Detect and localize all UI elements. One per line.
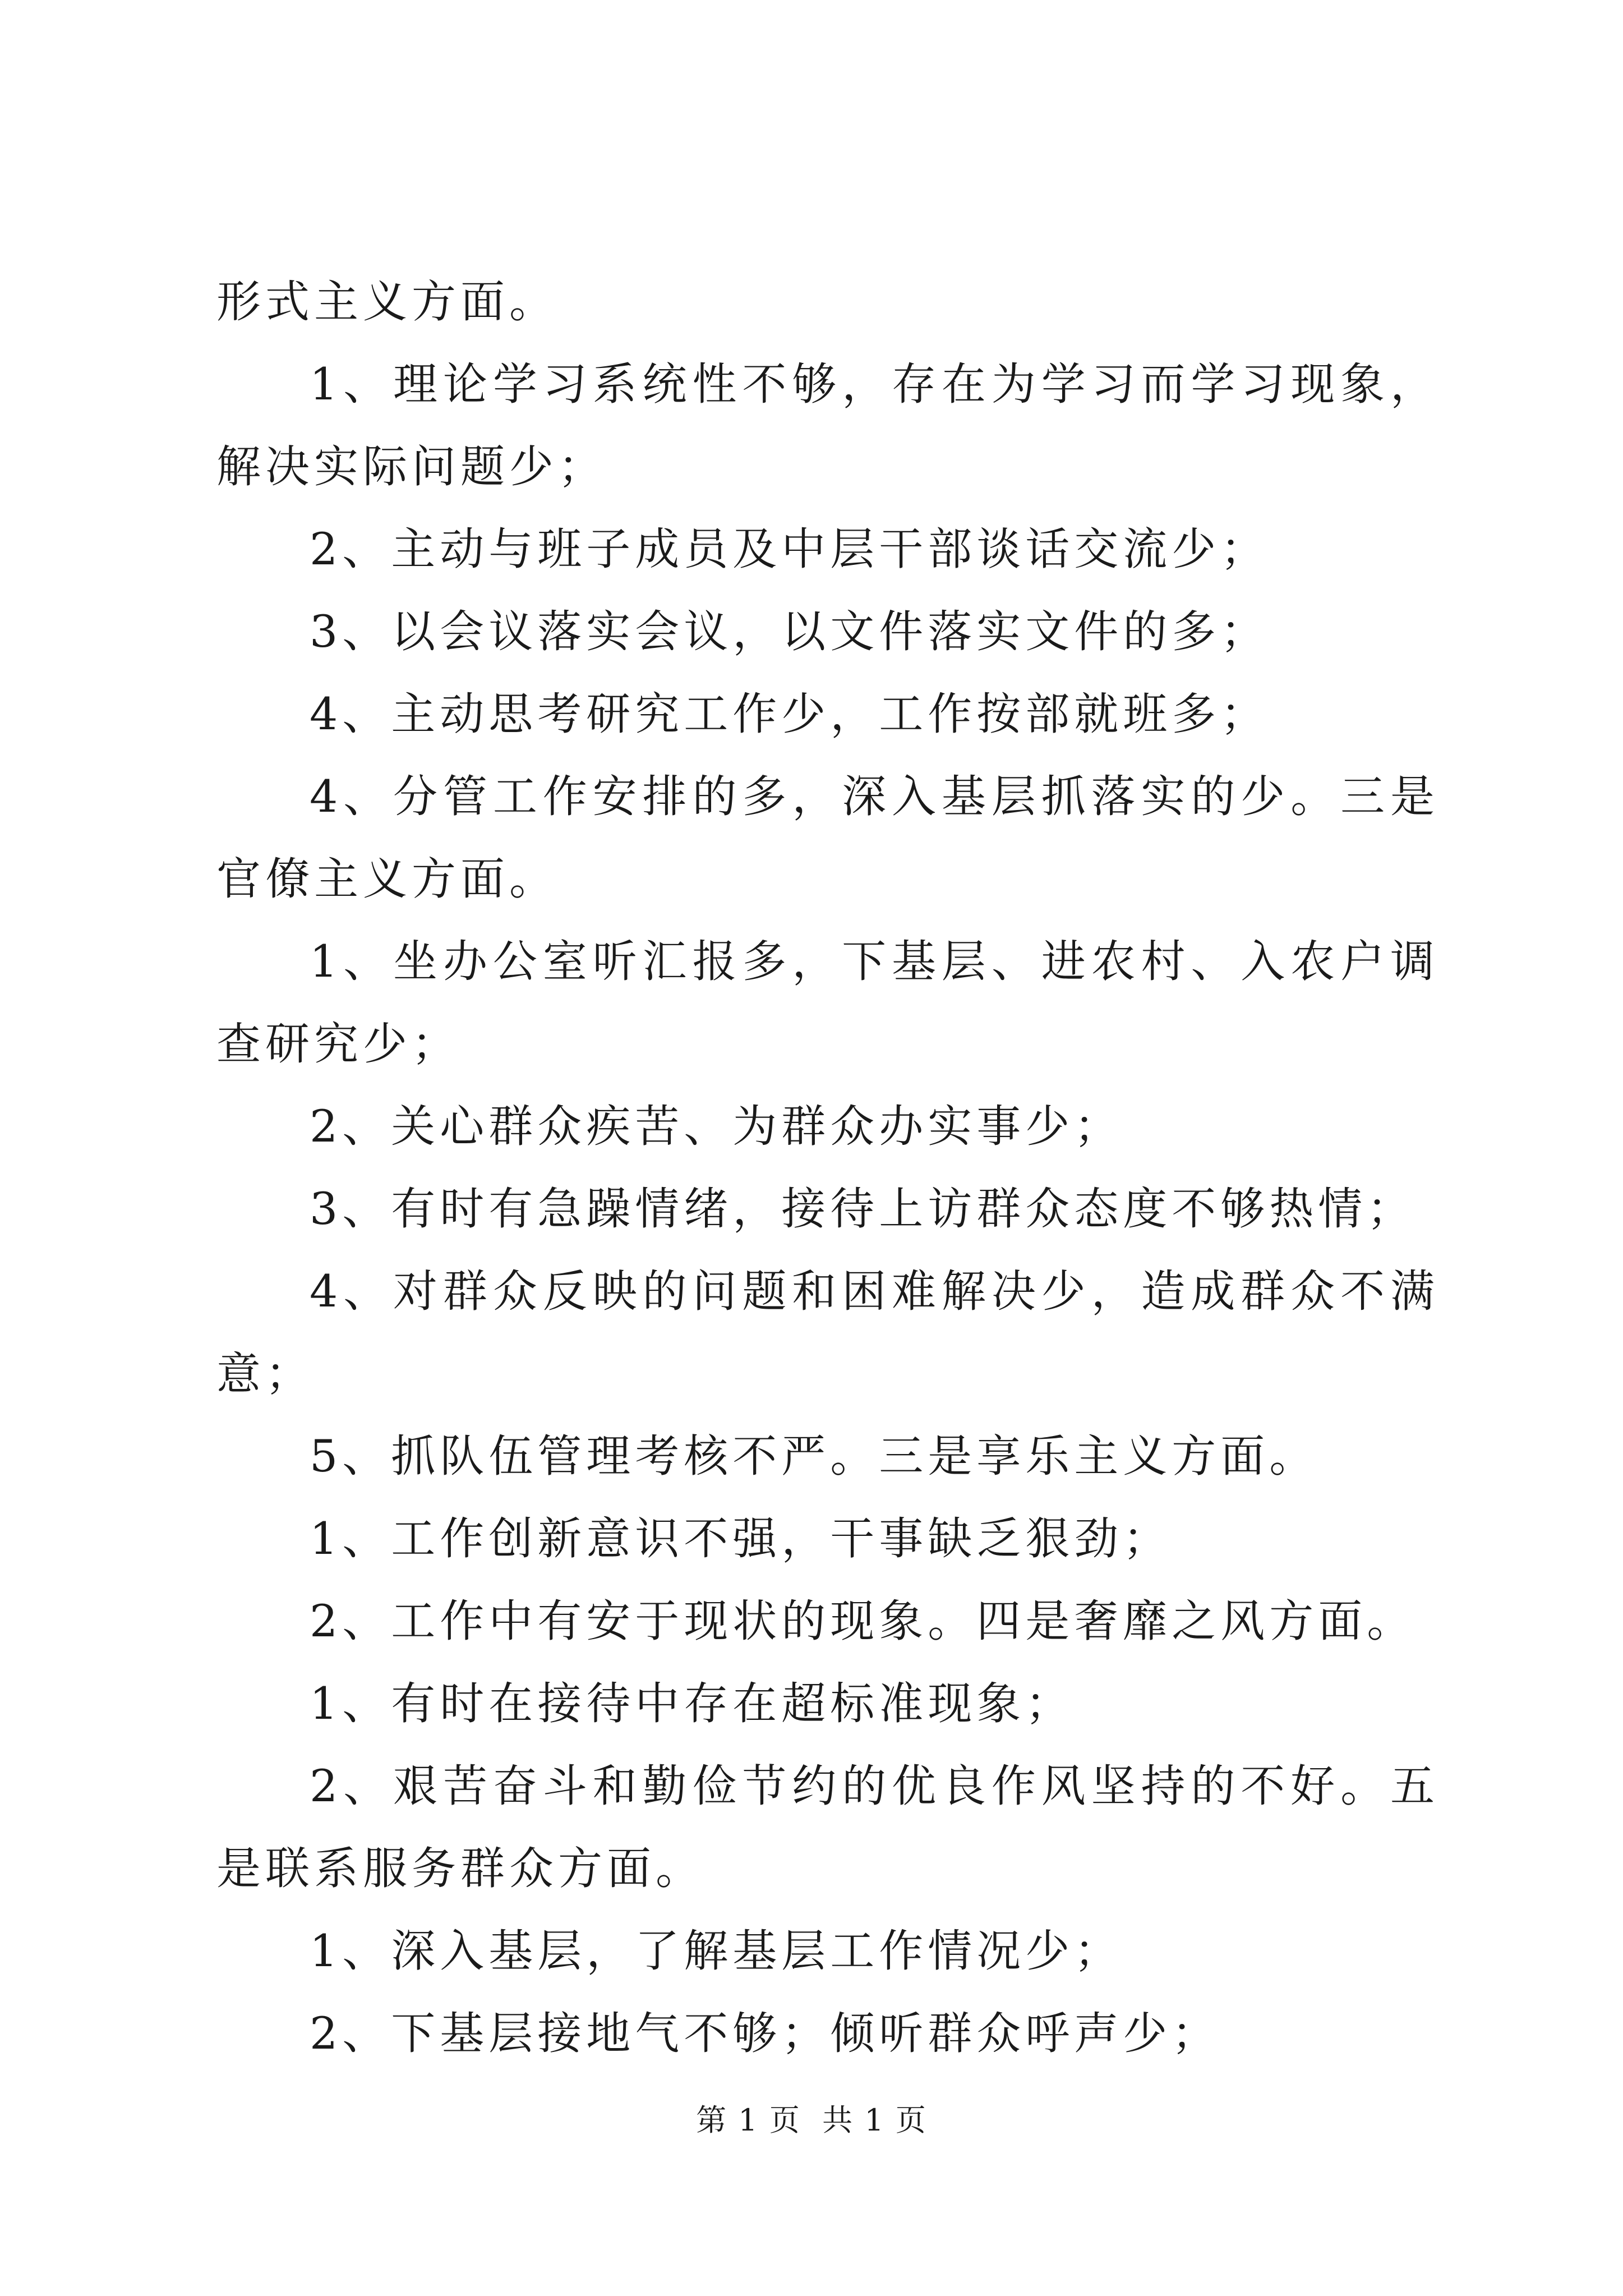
paragraph: 2、下基层接地气不够；倾听群众呼声少； xyxy=(310,2008,1221,2059)
page-number-label: 第 1 页 共 1 页 xyxy=(696,2102,927,2138)
document-body xyxy=(216,261,1439,2075)
paragraph: 1、有时在接待中存在超标准现象； xyxy=(310,1678,1075,1729)
paragraph: 4、对群众反映的问题和困难解决少，造成群众不满意； xyxy=(216,1266,1439,1400)
paragraph: 2、关心群众疾苦、为群众办实事少； xyxy=(310,1101,1123,1152)
paragraph: 2、艰苦奋斗和勤俭节约的优良作风坚持的不好。五是联系服务群众方面。 xyxy=(216,1760,1439,1894)
paragraph: 形式主义方面。 xyxy=(216,276,558,328)
paragraph: 2、主动与班子成员及中层干部谈话交流少； xyxy=(310,523,1270,575)
paragraph: 3、以会议落实会议，以文件落实文件的多； xyxy=(310,606,1270,657)
paragraph: 4、分管工作安排的多，深入基层抓落实的少。三是官僚主义方面。 xyxy=(216,771,1439,905)
paragraph: 2、工作中有安于现状的现象。四是奢靡之风方面。 xyxy=(310,1595,1416,1647)
paragraph: 1、工作创新意识不强，干事缺乏狠劲； xyxy=(310,1513,1172,1565)
paragraph: 4、主动思考研究工作少，工作按部就班多； xyxy=(310,688,1270,740)
paragraph: 1、深入基层，了解基层工作情况少； xyxy=(310,1925,1123,1977)
page-footer xyxy=(0,2098,1623,2143)
paragraph: 5、抓队伍管理考核不严。三是享乐主义方面。 xyxy=(310,1430,1318,1482)
paragraph: 3、有时有急躁情绪，接待上访群众态度不够热情； xyxy=(310,1183,1416,1235)
paragraph: 1、理论学习系统性不够，存在为学习而学习现象，解决实际问题少； xyxy=(216,358,1439,493)
paragraph: 1、坐办公室听汇报多，下基层、进农村、入农户调查研究少； xyxy=(216,936,1439,1070)
